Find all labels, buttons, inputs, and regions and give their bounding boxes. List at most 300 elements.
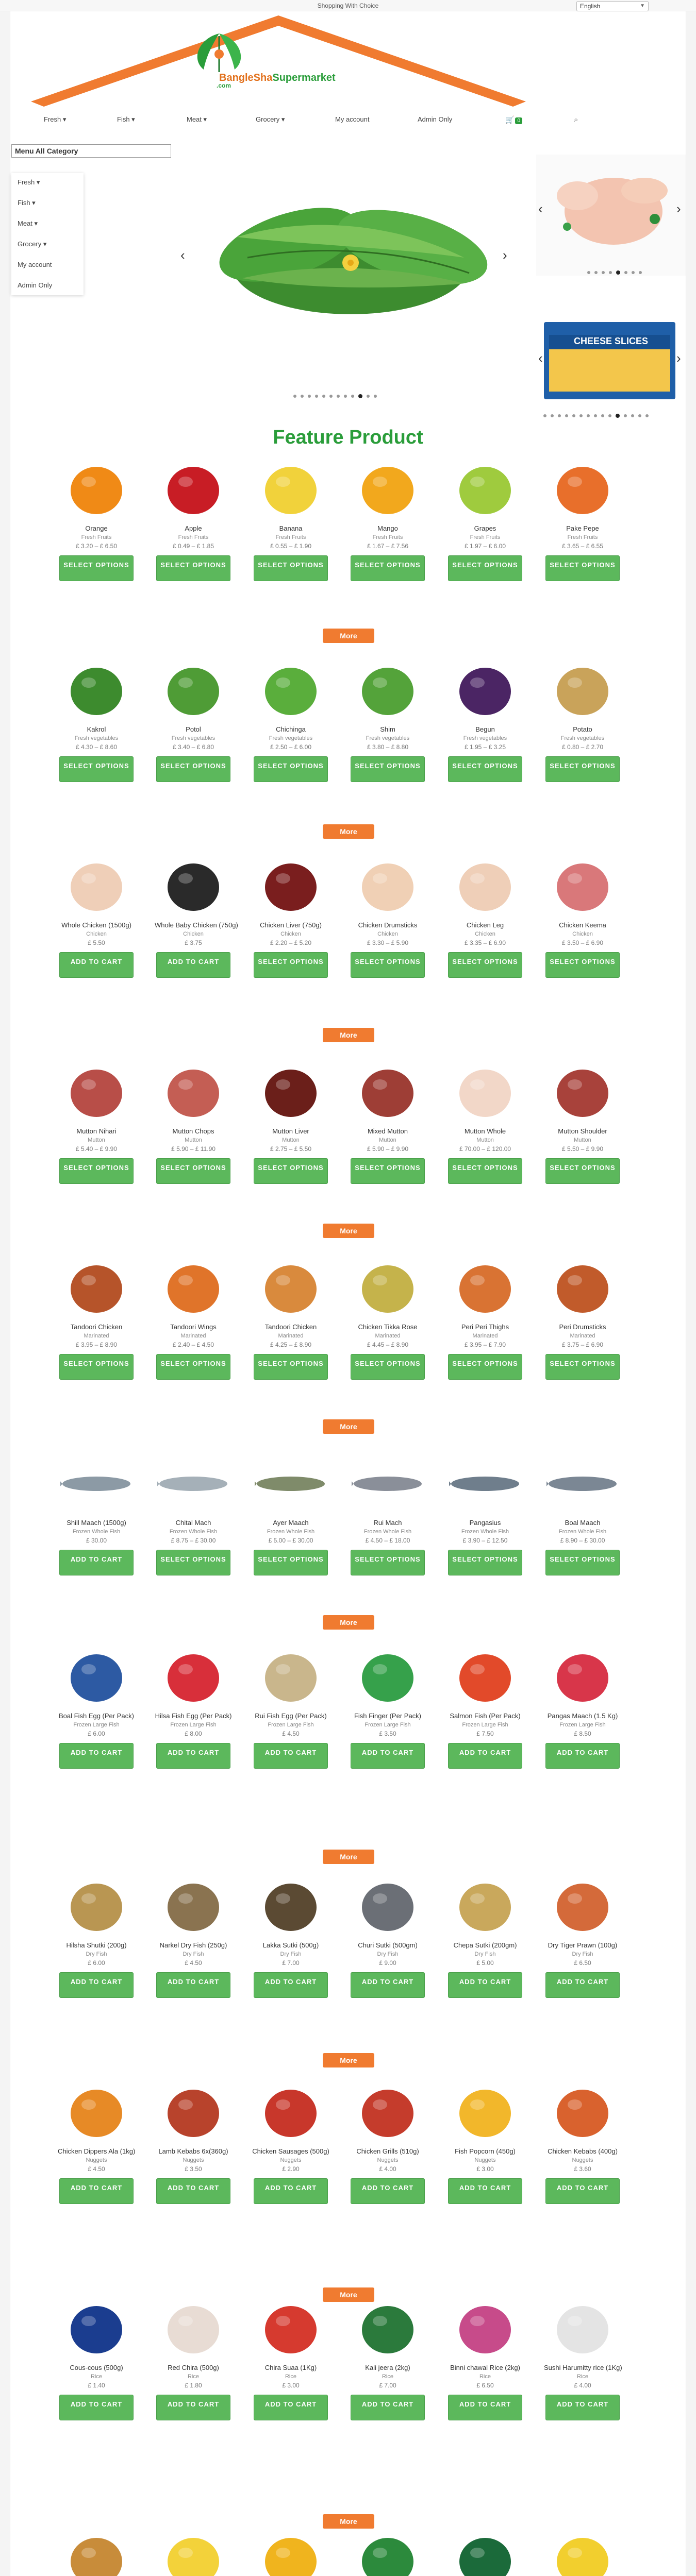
more-button[interactable]: More (323, 629, 374, 643)
add-to-cart-button[interactable]: ADD TO CART (545, 1743, 620, 1769)
more-button[interactable]: More (323, 2514, 374, 2529)
product-card[interactable] (155, 459, 232, 598)
product-name[interactable]: Chicken Tikka Rose (358, 1323, 418, 1331)
hero-slider-dots[interactable] (291, 392, 379, 397)
product-name[interactable]: Peri Drumsticks (559, 1323, 606, 1331)
product-category: Fresh vegetables (74, 735, 119, 741)
product-card[interactable] (349, 459, 426, 598)
product-card[interactable] (544, 2081, 621, 2221)
product-card[interactable] (349, 1061, 426, 1200)
more-button[interactable]: More (323, 1419, 374, 1434)
product-card[interactable] (252, 459, 329, 598)
nav-meat[interactable]: Meat ▾ (187, 115, 207, 123)
select-options-button[interactable]: SELECT OPTIONS (448, 1158, 522, 1184)
right-margin (686, 0, 696, 2576)
select-options-button[interactable]: SELECT OPTIONS (545, 555, 620, 581)
select-options-button[interactable]: SELECT OPTIONS (448, 1354, 522, 1380)
category-fish[interactable]: Fish ▾ (18, 199, 36, 207)
product-card[interactable] (544, 1646, 621, 1785)
add-to-cart-button[interactable]: ADD TO CART (156, 2395, 230, 2420)
product-card[interactable] (252, 1257, 329, 1396)
product-card[interactable] (252, 2530, 329, 2576)
product-card[interactable] (349, 1875, 426, 2014)
product-card[interactable] (58, 659, 135, 799)
product-name[interactable]: Rui Mach (373, 1519, 402, 1527)
select-options-button[interactable]: SELECT OPTIONS (351, 756, 425, 782)
product-name[interactable]: Mutton Nihari (76, 1127, 117, 1135)
cheese-prev-icon[interactable]: ‹ (538, 350, 543, 366)
product-name[interactable]: Chicken Liver (750g) (260, 921, 322, 929)
select-options-button[interactable]: SELECT OPTIONS (254, 1158, 328, 1184)
product-price: £ 6.50 (574, 1959, 591, 1967)
product-card[interactable] (155, 2081, 232, 2221)
add-to-cart-button[interactable]: ADD TO CART (59, 1743, 134, 1769)
product-image[interactable] (546, 1061, 619, 1123)
product-image[interactable] (449, 1061, 521, 1123)
product-name[interactable]: Pangasius (469, 1519, 501, 1527)
category-meat[interactable]: Meat ▾ (18, 219, 38, 227)
product-name[interactable]: Whole Chicken (1500g) (61, 921, 131, 929)
category-fresh[interactable]: Fresh ▾ (18, 178, 40, 186)
product-name[interactable]: Apple (185, 524, 202, 532)
add-to-cart-button[interactable]: ADD TO CART (448, 1972, 522, 1998)
product-card[interactable] (155, 2298, 232, 2437)
product-card[interactable] (252, 2081, 329, 2221)
product-image[interactable] (449, 2298, 521, 2360)
product-card[interactable] (58, 1875, 135, 2014)
select-options-button[interactable]: SELECT OPTIONS (351, 555, 425, 581)
add-to-cart-button[interactable]: ADD TO CART (254, 2395, 328, 2420)
product-image[interactable] (60, 2081, 132, 2143)
product-card[interactable] (544, 659, 621, 799)
product-name[interactable]: Pake Pepe (566, 524, 599, 532)
select-options-button[interactable]: SELECT OPTIONS (545, 756, 620, 782)
select-options-button[interactable]: SELECT OPTIONS (545, 1158, 620, 1184)
product-card[interactable] (155, 659, 232, 799)
product-image[interactable] (255, 2298, 327, 2360)
product-card[interactable] (252, 2298, 329, 2437)
search-icon[interactable]: ⌕ (574, 115, 578, 124)
add-to-cart-button[interactable]: ADD TO CART (156, 2178, 230, 2204)
product-card[interactable] (446, 1257, 524, 1396)
select-options-button[interactable]: SELECT OPTIONS (59, 1354, 134, 1380)
product-name[interactable]: Tandoori Chicken (70, 1323, 123, 1331)
product-card[interactable] (155, 1257, 232, 1396)
logo[interactable] (142, 23, 336, 89)
add-to-cart-button[interactable]: ADD TO CART (448, 2178, 522, 2204)
product-name[interactable]: Fish Popcorn (450g) (455, 2147, 516, 2155)
product-card[interactable] (446, 1061, 524, 1200)
nav-admin-only[interactable]: Admin Only (418, 115, 453, 123)
product-card[interactable] (544, 1875, 621, 2014)
product-name[interactable]: Fish Finger (Per Pack) (354, 1712, 422, 1720)
product-name[interactable]: Hilsha Shutki (200g) (66, 1941, 127, 1949)
select-options-button[interactable]: SELECT OPTIONS (448, 1550, 522, 1575)
product-image[interactable] (546, 855, 619, 917)
product-card[interactable] (349, 2298, 426, 2437)
product-card[interactable] (446, 2298, 524, 2437)
product-card[interactable] (544, 1257, 621, 1396)
select-options-button[interactable]: SELECT OPTIONS (351, 1158, 425, 1184)
product-name[interactable]: Chital Mach (175, 1519, 211, 1527)
product-image[interactable] (60, 1875, 132, 1937)
select-options-button[interactable]: SELECT OPTIONS (351, 952, 425, 978)
product-image[interactable] (546, 2298, 619, 2360)
product-image[interactable] (255, 659, 327, 721)
product-name[interactable]: Lamb Kebabs 6x(360g) (158, 2147, 228, 2155)
product-card[interactable] (252, 1875, 329, 2014)
cheese-slider-dots[interactable] (541, 411, 651, 416)
product-image[interactable] (157, 855, 229, 917)
product-image[interactable] (255, 1453, 327, 1515)
product-name[interactable]: Mutton Shoulder (558, 1127, 607, 1135)
product-name[interactable]: Chicken Kebabs (400g) (548, 2147, 618, 2155)
product-card[interactable] (446, 1875, 524, 2014)
product-card[interactable] (155, 1875, 232, 2014)
product-card[interactable] (58, 2081, 135, 2221)
product-name[interactable]: Narkel Dry Fish (250g) (159, 1941, 227, 1949)
select-options-button[interactable]: SELECT OPTIONS (59, 756, 134, 782)
select-options-button[interactable]: SELECT OPTIONS (448, 555, 522, 581)
select-options-button[interactable]: SELECT OPTIONS (59, 555, 134, 581)
product-name[interactable]: Chicken Keema (559, 921, 606, 929)
product-image[interactable] (449, 2081, 521, 2143)
product-card[interactable] (155, 1061, 232, 1200)
product-name[interactable]: Orange (85, 524, 108, 532)
add-to-cart-button[interactable]: ADD TO CART (59, 1550, 134, 1575)
product-card[interactable] (349, 659, 426, 799)
nav-grocery[interactable]: Grocery ▾ (256, 115, 285, 123)
product-card[interactable] (252, 1061, 329, 1200)
product-category: Rice (90, 2374, 102, 2380)
add-to-cart-button[interactable]: ADD TO CART (545, 2395, 620, 2420)
select-options-button[interactable]: SELECT OPTIONS (351, 1550, 425, 1575)
product-image[interactable] (352, 1257, 424, 1319)
product-card[interactable] (155, 855, 238, 994)
product-card[interactable] (349, 1646, 426, 1785)
product-category: Rice (382, 2374, 393, 2380)
product-name[interactable]: Chichinga (276, 725, 306, 733)
product-image[interactable] (157, 459, 229, 520)
product-image[interactable] (449, 1646, 521, 1708)
add-to-cart-button[interactable]: ADD TO CART (156, 1743, 230, 1769)
product-image[interactable] (449, 1875, 521, 1937)
product-image[interactable] (157, 2530, 229, 2576)
product-name[interactable]: Sushi Harumitty rice (1Kg) (544, 2364, 622, 2371)
product-image[interactable] (157, 1646, 229, 1708)
product-image[interactable] (60, 1061, 132, 1123)
product-name[interactable]: Chicken Grills (510g) (356, 2147, 419, 2155)
product-card[interactable] (544, 1453, 621, 1592)
product-image[interactable] (352, 2298, 424, 2360)
select-options-button[interactable]: SELECT OPTIONS (254, 756, 328, 782)
product-price: £ 0.55 – £ 1.90 (270, 543, 312, 550)
cheese-next-icon[interactable]: › (676, 350, 681, 366)
product-image[interactable] (546, 659, 619, 721)
product-name[interactable]: Dry Tiger Prawn (100g) (548, 1941, 618, 1949)
more-button[interactable]: More (323, 2287, 374, 2302)
select-options-button[interactable]: SELECT OPTIONS (448, 952, 522, 978)
select-options-button[interactable]: SELECT OPTIONS (254, 1550, 328, 1575)
product-image[interactable] (352, 2081, 424, 2143)
product-category: Mutton (379, 1137, 396, 1143)
select-options-button[interactable]: SELECT OPTIONS (351, 1354, 425, 1380)
product-card[interactable] (544, 855, 621, 994)
product-card[interactable] (349, 1453, 426, 1592)
select-options-button[interactable]: SELECT OPTIONS (156, 555, 230, 581)
product-name[interactable]: Ayer Maach (273, 1519, 309, 1527)
product-image[interactable] (255, 855, 327, 917)
product-image[interactable] (60, 659, 132, 721)
product-name[interactable]: Kakrol (87, 725, 106, 733)
product-card[interactable] (446, 855, 524, 994)
product-image[interactable] (60, 1257, 132, 1319)
more-button[interactable]: More (323, 824, 374, 839)
product-image[interactable] (352, 1061, 424, 1123)
product-image[interactable] (60, 1453, 132, 1515)
product-image[interactable] (352, 1453, 424, 1515)
more-button[interactable]: More (323, 1028, 374, 1042)
product-image[interactable] (60, 2298, 132, 2360)
product-name[interactable]: Potol (186, 725, 201, 733)
add-to-cart-button[interactable]: ADD TO CART (545, 1972, 620, 1998)
more-button[interactable]: More (323, 2053, 374, 2067)
product-image[interactable] (60, 2530, 132, 2576)
add-to-cart-button[interactable]: ADD TO CART (59, 952, 134, 978)
product-image[interactable] (352, 855, 424, 917)
nav-my-account[interactable]: My account (335, 115, 370, 123)
product-card[interactable] (252, 659, 329, 799)
product-name[interactable]: Whole Baby Chicken (750g) (155, 921, 238, 929)
product-image[interactable] (449, 459, 521, 520)
product-image[interactable] (157, 659, 229, 721)
product-image[interactable] (352, 659, 424, 721)
product-image[interactable] (352, 1646, 424, 1708)
product-card[interactable] (446, 659, 524, 799)
product-card[interactable] (544, 2530, 621, 2576)
product-image[interactable] (546, 2081, 619, 2143)
logo-name-b: Supermarket (272, 72, 336, 83)
product-image[interactable] (157, 1061, 229, 1123)
add-to-cart-button[interactable]: ADD TO CART (59, 2395, 134, 2420)
product-name[interactable]: Mutton Chops (172, 1127, 214, 1135)
product-name[interactable]: Peri Peri Thighs (461, 1323, 509, 1331)
product-name[interactable]: Hilsa Fish Egg (Per Pack) (155, 1712, 232, 1720)
product-name[interactable]: Chicken Dippers Ala (1kg) (58, 2147, 136, 2155)
add-to-cart-button[interactable]: ADD TO CART (156, 952, 230, 978)
product-name[interactable]: Shill Maach (1500g) (67, 1519, 126, 1527)
product-image[interactable] (449, 855, 521, 917)
product-card[interactable] (58, 855, 135, 994)
product-name[interactable]: Tandoori Wings (170, 1323, 217, 1331)
product-name[interactable]: Shim (380, 725, 395, 733)
product-card[interactable] (155, 1453, 232, 1592)
product-name[interactable]: Mutton Liver (272, 1127, 309, 1135)
slider-next-icon[interactable]: › (503, 247, 507, 263)
more-button[interactable]: More (323, 1850, 374, 1864)
product-card[interactable] (58, 459, 135, 598)
add-to-cart-button[interactable]: ADD TO CART (448, 2395, 522, 2420)
category-admin-only[interactable]: Admin Only (18, 281, 53, 289)
select-options-button[interactable]: SELECT OPTIONS (545, 1550, 620, 1575)
product-card[interactable] (349, 2530, 426, 2576)
slider-prev-icon[interactable]: ‹ (180, 247, 185, 263)
product-card[interactable] (58, 1257, 135, 1396)
product-card[interactable] (349, 855, 426, 994)
product-card[interactable] (252, 1453, 329, 1592)
product-name[interactable]: Binni chawal Rice (2kg) (450, 2364, 520, 2371)
product-image[interactable] (546, 1646, 619, 1708)
select-options-button[interactable]: SELECT OPTIONS (156, 1354, 230, 1380)
product-name[interactable]: Cous-cous (500g) (70, 2364, 123, 2371)
category-grocery[interactable]: Grocery ▾ (18, 240, 47, 248)
add-to-cart-button[interactable]: ADD TO CART (156, 1972, 230, 1998)
language-select[interactable] (576, 1, 649, 11)
add-to-cart-button[interactable]: ADD TO CART (254, 1743, 328, 1769)
select-options-button[interactable]: SELECT OPTIONS (545, 1354, 620, 1380)
product-card[interactable] (58, 2530, 135, 2576)
product-name[interactable]: Chepa Sutki (200gm) (453, 1941, 517, 1949)
product-card[interactable] (58, 2298, 135, 2437)
select-options-button[interactable]: SELECT OPTIONS (59, 1158, 134, 1184)
product-image[interactable] (60, 459, 132, 520)
product-name[interactable]: Chicken Drumsticks (358, 921, 418, 929)
product-name[interactable]: Potato (573, 725, 592, 733)
product-card[interactable] (446, 2081, 524, 2221)
product-name[interactable]: Grapes (474, 524, 496, 532)
product-image[interactable] (449, 2530, 521, 2576)
product-name[interactable]: Banana (279, 524, 303, 532)
product-card[interactable] (446, 2530, 524, 2576)
product-image[interactable] (157, 1453, 229, 1515)
product-image[interactable] (255, 1061, 327, 1123)
product-name[interactable]: Tandoori Chicken (264, 1323, 317, 1331)
select-options-button[interactable]: SELECT OPTIONS (545, 952, 620, 978)
select-options-button[interactable]: SELECT OPTIONS (254, 952, 328, 978)
product-name[interactable]: Red Chira (500g) (168, 2364, 219, 2371)
product-card[interactable] (155, 2530, 232, 2576)
product-image[interactable] (449, 1453, 521, 1515)
add-to-cart-button[interactable]: ADD TO CART (59, 1972, 134, 1998)
product-name[interactable]: Salmon Fish (Per Pack) (450, 1712, 521, 1720)
product-image[interactable] (546, 1257, 619, 1319)
product-name[interactable]: Mixed Mutton (367, 1127, 408, 1135)
select-options-button[interactable]: SELECT OPTIONS (254, 555, 328, 581)
product-name[interactable]: Mutton Whole (464, 1127, 506, 1135)
product-image[interactable] (157, 2298, 229, 2360)
product-image[interactable] (255, 459, 327, 520)
cheese-promo-label: CHEESE SLICES (573, 336, 649, 346)
product-name[interactable]: Kali jeera (2kg) (365, 2364, 410, 2371)
add-to-cart-button[interactable]: ADD TO CART (545, 2178, 620, 2204)
product-price: £ 2.90 (282, 2165, 300, 2173)
product-name[interactable]: Boal Fish Egg (Per Pack) (59, 1712, 134, 1720)
category-my-account[interactable]: My account (18, 261, 52, 268)
add-to-cart-button[interactable]: ADD TO CART (351, 2395, 425, 2420)
product-name[interactable]: Begun (475, 725, 495, 733)
product-image[interactable] (546, 459, 619, 520)
product-name[interactable]: Lakka Sutki (500g) (262, 1941, 319, 1949)
product-card[interactable] (252, 855, 329, 994)
nav-fresh[interactable]: Fresh ▾ (44, 115, 67, 123)
nav-fish[interactable]: Fish ▾ (117, 115, 135, 123)
product-card[interactable] (544, 1061, 621, 1200)
product-card[interactable] (252, 1646, 329, 1785)
product-card[interactable] (349, 1257, 426, 1396)
product-image[interactable] (157, 2081, 229, 2143)
product-image[interactable] (255, 1875, 327, 1937)
product-card[interactable] (544, 459, 621, 598)
product-card[interactable] (349, 2081, 426, 2221)
product-image[interactable] (255, 1257, 327, 1319)
product-card[interactable] (58, 1646, 135, 1785)
product-name[interactable]: Chira Suaa (1Kg) (264, 2364, 317, 2371)
product-image[interactable] (546, 1453, 619, 1515)
product-card[interactable] (58, 1061, 135, 1200)
add-to-cart-button[interactable]: ADD TO CART (351, 1972, 425, 1998)
product-card[interactable] (155, 1646, 232, 1785)
product-image[interactable] (449, 1257, 521, 1319)
product-card[interactable] (446, 1453, 524, 1592)
add-to-cart-button[interactable]: ADD TO CART (448, 1743, 522, 1769)
product-image[interactable] (449, 659, 521, 721)
product-card[interactable] (544, 2298, 621, 2437)
more-button[interactable]: More (323, 1224, 374, 1238)
select-options-button[interactable]: SELECT OPTIONS (156, 756, 230, 782)
product-image[interactable] (255, 1646, 327, 1708)
cart-button[interactable] (505, 115, 522, 124)
add-to-cart-button[interactable]: ADD TO CART (351, 2178, 425, 2204)
product-name[interactable]: Chicken Sausages (500g) (252, 2147, 329, 2155)
add-to-cart-button[interactable]: ADD TO CART (59, 2178, 134, 2204)
product-image[interactable] (352, 459, 424, 520)
product-name[interactable]: Chicken Leg (466, 921, 504, 929)
product-image[interactable] (60, 1646, 132, 1708)
product-image[interactable] (157, 1875, 229, 1937)
product-card[interactable] (446, 459, 524, 598)
product-name[interactable]: Mango (377, 524, 398, 532)
promo-prev-icon[interactable]: ‹ (538, 201, 543, 216)
product-price: £ 7.50 (476, 1730, 494, 1737)
add-to-cart-button[interactable]: ADD TO CART (351, 1743, 425, 1769)
product-image[interactable] (352, 2530, 424, 2576)
product-image[interactable] (60, 855, 132, 917)
product-image[interactable] (157, 1257, 229, 1319)
select-options-button[interactable]: SELECT OPTIONS (448, 756, 522, 782)
select-options-button[interactable]: SELECT OPTIONS (156, 1158, 230, 1184)
add-to-cart-button[interactable]: ADD TO CART (254, 1972, 328, 1998)
add-to-cart-button[interactable]: ADD TO CART (254, 2178, 328, 2204)
product-name[interactable]: Pangas Maach (1.5 Kg) (547, 1712, 618, 1720)
select-options-button[interactable]: SELECT OPTIONS (254, 1354, 328, 1380)
promo-slider-dots[interactable] (585, 268, 644, 273)
select-options-button[interactable]: SELECT OPTIONS (156, 1550, 230, 1575)
product-price: £ 9.00 (379, 1959, 396, 1967)
product-name[interactable]: Churi Sutki (500gm) (358, 1941, 418, 1949)
product-image[interactable] (255, 2081, 327, 2143)
product-image[interactable] (255, 2530, 327, 2576)
promo-next-icon[interactable]: › (676, 201, 681, 216)
product-card[interactable] (58, 1453, 135, 1592)
product-card[interactable] (446, 1646, 524, 1785)
product-name[interactable]: Rui Fish Egg (Per Pack) (255, 1712, 327, 1720)
product-image[interactable] (352, 1875, 424, 1937)
product-image[interactable] (546, 1875, 619, 1937)
category-menu-toggle[interactable]: Menu All Category (11, 144, 171, 158)
more-button[interactable]: More (323, 1615, 374, 1630)
product-name[interactable]: Boal Maach (565, 1519, 601, 1527)
product-image[interactable] (546, 2530, 619, 2576)
